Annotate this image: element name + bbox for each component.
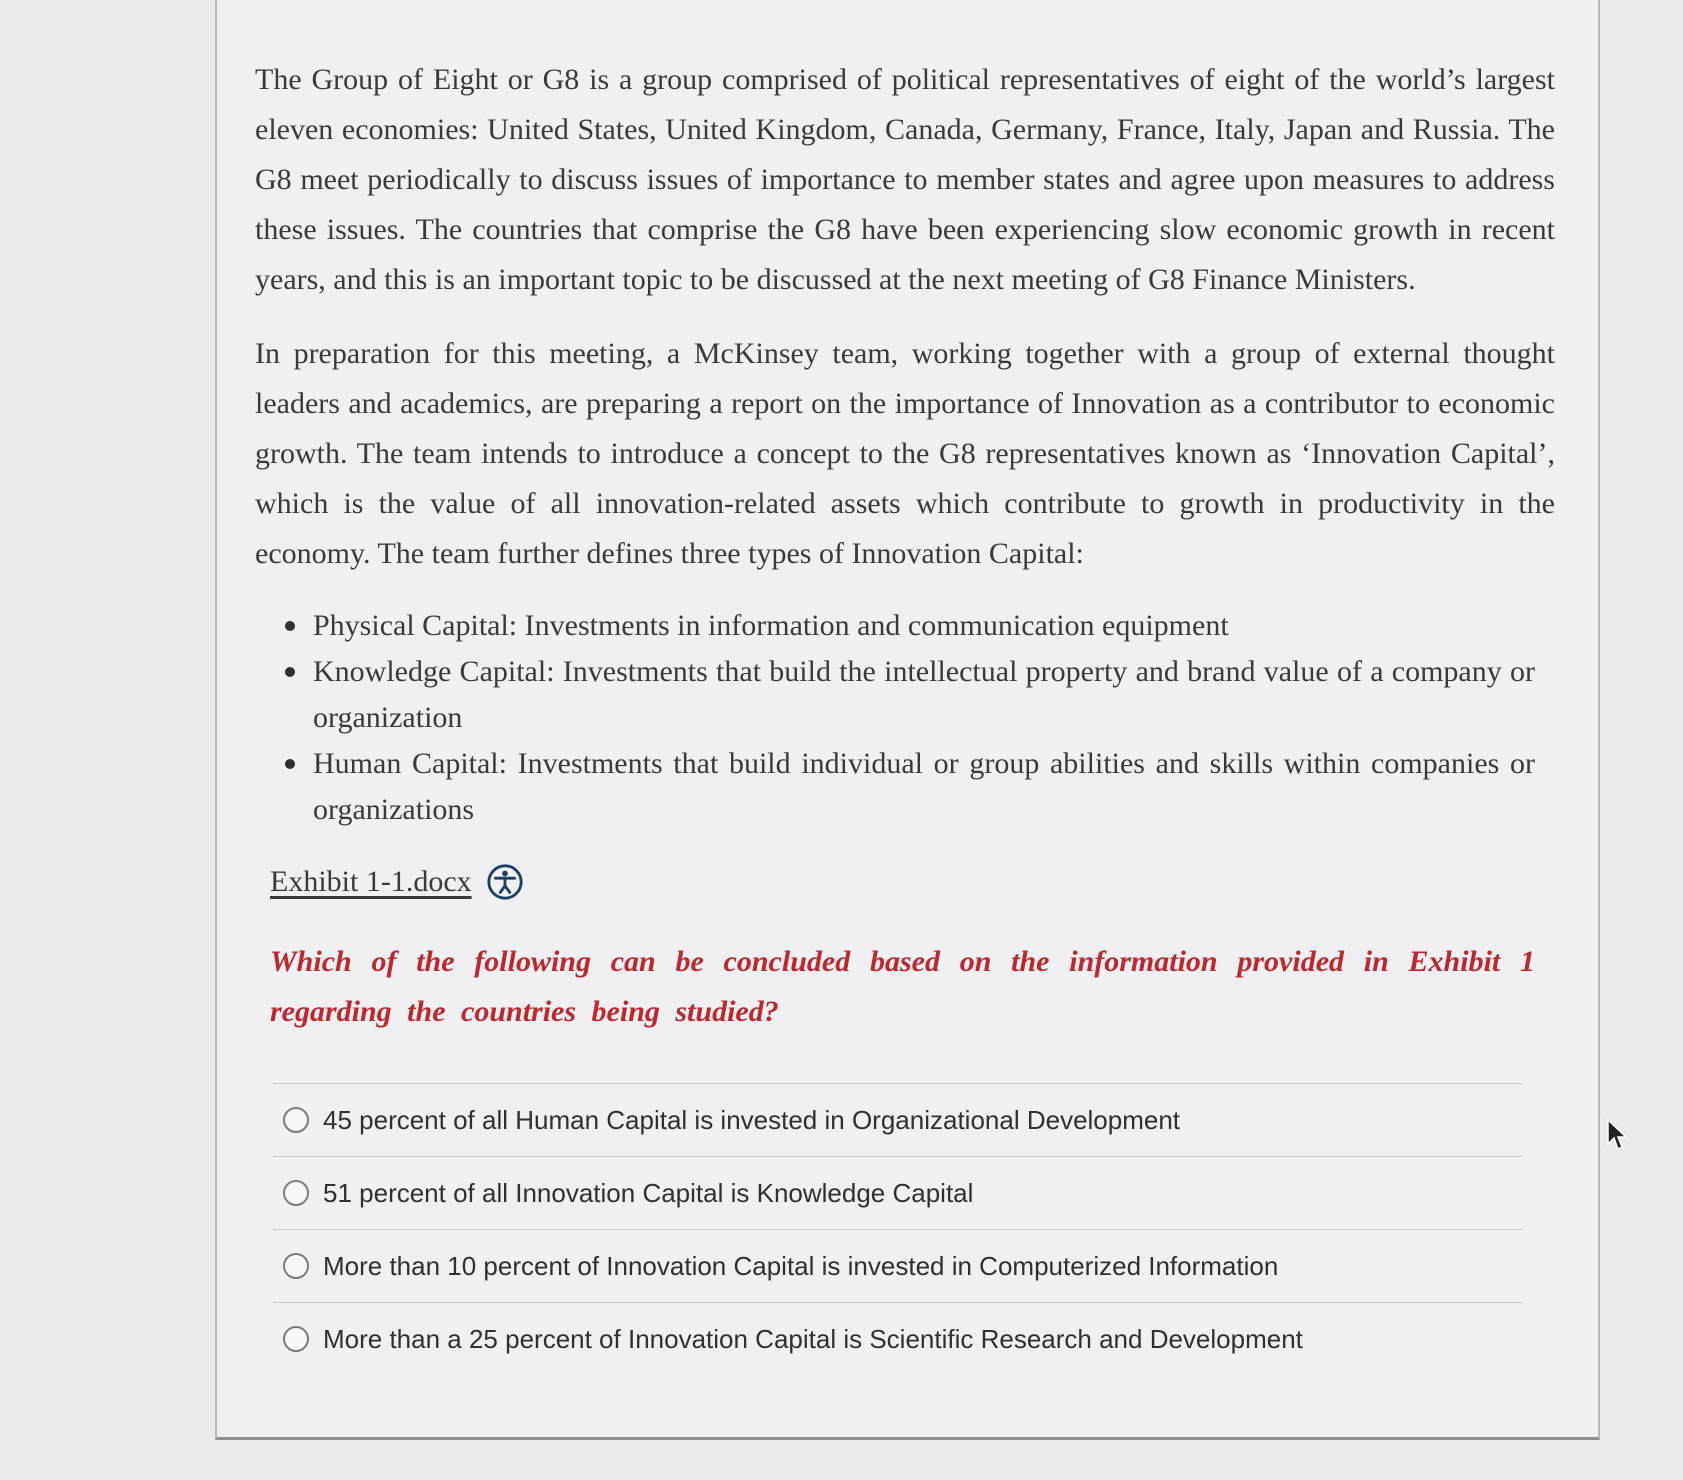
bullet-icon bbox=[285, 667, 295, 677]
radio-button[interactable] bbox=[283, 1107, 309, 1133]
answer-option-2[interactable] bbox=[273, 1156, 1523, 1229]
accessibility-icon[interactable] bbox=[486, 863, 524, 901]
answer-option-4[interactable] bbox=[273, 1302, 1523, 1375]
answer-options bbox=[273, 1083, 1523, 1375]
bullet-text: Human Capital: Investments that build individual or group abilities and skills within companies or organizations bbox=[313, 747, 1535, 826]
capital-types-list bbox=[255, 603, 1555, 833]
answer-option-label: 45 percent of all Human Capital is invested in Organizational Development bbox=[323, 1105, 1181, 1135]
answer-option-3[interactable] bbox=[273, 1229, 1523, 1302]
radio-button[interactable] bbox=[283, 1253, 309, 1279]
list-item bbox=[255, 649, 1535, 741]
passage-paragraph-2: In preparation for this meeting, a McKinsey team, working together with a group of external thought leaders and academics, are preparing a report on the importance of Innovation as a contributor to economic growth. The team intends to introduce a concept to the G8 representatives known as ‘Innovation Capital’, which is the value of all innovation-related assets which contribute to growth in productivity in the economy. The team further defines three types of Innovation Capital: bbox=[255, 337, 1555, 570]
bullet-icon bbox=[285, 759, 295, 769]
list-item bbox=[255, 741, 1535, 833]
radio-button[interactable] bbox=[283, 1180, 309, 1206]
answer-option-label: More than a 25 percent of Innovation Capital is Scientific Research and Development bbox=[323, 1324, 1303, 1354]
answer-option-1[interactable] bbox=[273, 1083, 1523, 1156]
bullet-text: Physical Capital: Investments in information and communication equipment bbox=[313, 609, 1229, 642]
question-prompt: Which of the following can be concluded based on the information provided in Exhibit 1 regarding the countries being studied? bbox=[270, 945, 1535, 1028]
answer-option-label: 51 percent of all Innovation Capital is Knowledge Capital bbox=[323, 1178, 974, 1208]
passage-paragraph-1: The Group of Eight or G8 is a group comprised of political representatives of eight of the world’s largest eleven economies: United States, United Kingdom, Canada, Germany, France, Italy, Japan and Russia. The G8 meet periodically to discuss issues of importance to member states and agree upon measures to address these issues. The countries that comprise the G8 have been experiencing slow economic growth in recent years, and this is an important topic to be discussed at the next meeting of G8 Finance Ministers. bbox=[255, 63, 1555, 296]
bullet-text: Knowledge Capital: Investments that build the intellectual property and brand value of a company or organization bbox=[313, 655, 1535, 734]
answer-option-label: More than 10 percent of Innovation Capital is invested in Computerized Information bbox=[323, 1251, 1279, 1281]
radio-button[interactable] bbox=[283, 1326, 309, 1352]
exhibit-attachment bbox=[270, 857, 1555, 907]
exhibit-link[interactable]: Exhibit 1-1.docx bbox=[270, 865, 472, 898]
question-content bbox=[255, 55, 1555, 1375]
bullet-icon bbox=[285, 621, 295, 631]
list-item bbox=[255, 603, 1535, 649]
mouse-pointer-icon bbox=[1606, 1118, 1630, 1152]
